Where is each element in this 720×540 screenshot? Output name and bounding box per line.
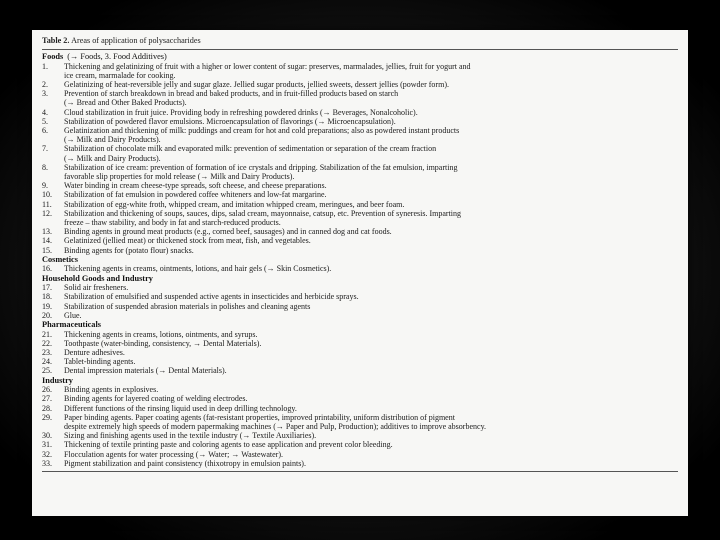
row-number: [42, 218, 64, 227]
table-row: [42, 450, 678, 459]
row-text: Thickening agents in creams, ointments, lotions, and hair gels (→ Skin Cosmetics).: [64, 264, 332, 274]
section-heading: [42, 320, 678, 330]
top-rule: [42, 49, 678, 50]
table-row: [42, 385, 678, 394]
table-row: [42, 144, 678, 153]
row-text: Binding agents in ground meat products (e.g., corned beef, sausages) and in canned dog and cat foods.: [64, 227, 392, 237]
row-text: Binding agents for (potato flour) snacks.: [64, 245, 194, 255]
section-heading: [42, 376, 678, 386]
table-row: [42, 311, 678, 320]
table-row: [42, 200, 678, 209]
row-text: Gelatinizing of heat-reversible jelly and sugar glaze. Jellied sugar products, jellied sweets, dessert jellies (powder form).: [64, 80, 449, 89]
table-row: [42, 227, 678, 236]
row-number: 25.: [42, 366, 52, 376]
table-row: [42, 126, 678, 135]
table-row: [42, 431, 678, 440]
table-row: [42, 283, 678, 292]
row-text: Binding agents for layered coating of welding electrodes.: [64, 394, 248, 404]
table-row: [42, 394, 678, 403]
row-number: [42, 71, 64, 80]
row-text: Gelatinized (jellied meat) or thickened stock from meat, fish, and vegetables.: [64, 236, 311, 246]
row-number: 27.: [42, 394, 52, 404]
row-number: 14.: [42, 236, 52, 246]
table-row: [42, 71, 678, 80]
table-row: [42, 440, 678, 449]
section-heading: [42, 274, 678, 284]
row-number: 5.: [42, 116, 48, 126]
row-text: Glue.: [64, 310, 82, 320]
table-row: [42, 154, 678, 163]
section-heading-text: Foods: [42, 52, 64, 61]
row-number: 13.: [42, 227, 52, 237]
row-number: [42, 154, 64, 163]
row-text: Thickening and gelatinizing of fruit with a higher or lower content of sugar: preserves, marmalades, jellies, fruit for yogurt and: [64, 61, 471, 71]
row-number: 11.: [42, 199, 52, 209]
row-text: (→ Milk and Dairy Products).: [64, 135, 161, 145]
table-row: [42, 339, 678, 348]
row-text: Prevention of starch breakdown in bread and baked products, and in fruit-filled products based on starch: [64, 89, 399, 99]
bottom-rule: [42, 471, 678, 472]
table-row: [42, 62, 678, 71]
row-text: Toothpaste (water-binding, consistency, → Dental Materials).: [64, 338, 262, 348]
row-text: Thickening agents in creams, lotions, ointments, and syrups.: [64, 329, 258, 339]
row-text: Stabilization of emulsified and suspended active agents in insecticides and herbicide sprays.: [64, 292, 359, 302]
row-text: Stabilization of chocolate milk and evaporated milk: prevention of sedimentation or separation of the cream fraction: [64, 144, 437, 154]
table-row: [42, 80, 678, 89]
table-row: [42, 236, 678, 245]
table-row: [42, 209, 678, 218]
row-text: Stabilization of egg-white froth, whipped cream, and imitation whipped cream, meringues, and beer foam.: [64, 199, 405, 209]
row-text: Paper binding agents. Paper coating agents (fat-resistant properties, improved printability, uniform distribution of pigment: [64, 412, 455, 422]
row-number: 4.: [42, 107, 48, 117]
table-row: [42, 459, 678, 468]
table-row: [42, 108, 678, 117]
row-number: 20.: [42, 310, 52, 320]
table-row: [42, 366, 678, 375]
row-number: 26.: [42, 385, 52, 395]
table-row: [42, 357, 678, 366]
row-number: [42, 422, 64, 431]
row-number: 3.: [42, 89, 48, 99]
row-text: (→ Bread and Other Baked Products).: [64, 98, 187, 108]
row-text: Flocculation agents for water processing (→ Water; → Wastewater).: [64, 449, 284, 459]
row-text: Stabilization of fat emulsion in powdered coffee whiteners and low-fat margarine.: [64, 190, 327, 200]
row-number: 2.: [42, 80, 48, 89]
row-number: 32.: [42, 449, 52, 459]
table-row: [42, 413, 678, 422]
row-text: Thickening of textile printing paste and coloring agents to ease application and prevent color bleeding.: [64, 440, 393, 450]
table-row: [42, 172, 678, 181]
row-text: despite extremely high speeds of modern papermaking machines (→ Paper and Pulp, Production); additives to improve absorbency.: [64, 422, 487, 432]
row-text: Sizing and finishing agents used in the textile industry (→ Textile Auxiliaries).: [64, 431, 317, 441]
row-number: 17.: [42, 283, 52, 293]
table-row: [42, 117, 678, 126]
row-number: 8.: [42, 162, 48, 172]
table-row: [42, 163, 678, 172]
row-number: 31.: [42, 440, 52, 450]
row-text: ice cream, marmalade for cooking.: [64, 70, 176, 80]
row-number: 21.: [42, 329, 52, 339]
section-heading-text: Cosmetics: [42, 254, 78, 264]
table-row: [42, 89, 678, 98]
row-number: 18.: [42, 292, 52, 302]
table-body: [42, 52, 678, 468]
row-text: Dental impression materials (→ Dental Materials).: [64, 366, 227, 376]
row-text: Water binding in cream cheese-type spreads, soft cheese, and cheese preparations.: [64, 181, 327, 191]
row-number: 33.: [42, 458, 52, 468]
row-number: 28.: [42, 403, 52, 413]
section-heading-text: Pharmaceuticals: [42, 320, 101, 330]
row-number: 30.: [42, 431, 52, 441]
section-heading-text: Household Goods and Industry: [42, 273, 153, 283]
row-text: Different functions of the rinsing liquid used in deep drilling technology.: [64, 403, 297, 413]
section-heading-note: (→ Foods, 3. Food Additives): [67, 52, 167, 61]
table-row: [42, 348, 678, 357]
row-number: 23.: [42, 348, 52, 358]
row-number: 7.: [42, 144, 48, 154]
table-caption-text: Areas of application of polysaccharides: [71, 36, 201, 45]
row-number: 29.: [42, 412, 52, 422]
row-number: 12.: [42, 208, 52, 218]
row-number: [42, 135, 64, 144]
row-number: [42, 98, 64, 107]
row-number: 1.: [42, 61, 48, 71]
row-text: Solid air fresheners.: [64, 283, 129, 293]
table-row: [42, 181, 678, 190]
table-content: [42, 36, 678, 474]
table-row: [42, 218, 678, 227]
row-text: Stabilization of powdered flavor emulsions. Microencapsulation of flavorings (→ Microencapsulation).: [64, 116, 396, 126]
row-text: Stabilization and thickening of soups, sauces, dips, salad cream, mayonnaise, catsup, etc. Prevention of syneresis. Imparting: [64, 208, 462, 218]
row-text: Binding agents in explosives.: [64, 385, 159, 395]
row-number: 19.: [42, 301, 52, 311]
table-caption: [42, 36, 678, 46]
row-text: (→ Milk and Dairy Products).: [64, 153, 161, 163]
row-number: 9.: [42, 181, 48, 191]
table-caption-label: Table 2.: [42, 36, 70, 45]
row-number: [42, 172, 64, 181]
row-number: 16.: [42, 264, 52, 274]
document-page: [32, 30, 688, 516]
row-number: 22.: [42, 338, 52, 348]
row-text: Stabilization of ice cream: prevention of formation of ice crystals and dripping. Stabilization of the fat emulsion, imparting: [64, 162, 458, 172]
row-text: Cloud stabilization in fruit juice. Providing body in refreshing powdered drinks (→ Beverages, Nonalcoholic).: [64, 107, 418, 117]
table-row: [42, 330, 678, 339]
table-row: [42, 422, 678, 431]
row-number: 15.: [42, 245, 52, 255]
table-row: [42, 302, 678, 311]
section-heading: [42, 255, 678, 265]
table-row: [42, 135, 678, 144]
section-heading-text: Industry: [42, 375, 73, 385]
row-text: favorable slip properties for mold release (→ Milk and Dairy Products).: [64, 172, 295, 182]
row-number: 6.: [42, 126, 48, 136]
section-heading: [42, 52, 678, 62]
table-row: [42, 246, 678, 255]
row-text: Pigment stabilization and paint consistency (thixotropy in emulsion paints).: [64, 458, 306, 468]
row-text: Stabilization of suspended abrasion materials in polishes and cleaning agents: [64, 301, 311, 311]
row-text: Denture adhesives.: [64, 348, 125, 358]
table-row: [42, 404, 678, 413]
table-row: [42, 98, 678, 107]
row-text: Gelatinization and thickening of milk: puddings and cream for hot and cold preparations; also as powdered instant products: [64, 126, 460, 136]
table-row: [42, 264, 678, 273]
row-text: freeze – thaw stability, and body in fat and starch-reduced products.: [64, 218, 281, 228]
table-row: [42, 292, 678, 301]
table-row: [42, 190, 678, 199]
row-number: 10.: [42, 190, 52, 200]
row-number: 24.: [42, 357, 52, 367]
row-text: Tablet-binding agents.: [64, 357, 136, 367]
